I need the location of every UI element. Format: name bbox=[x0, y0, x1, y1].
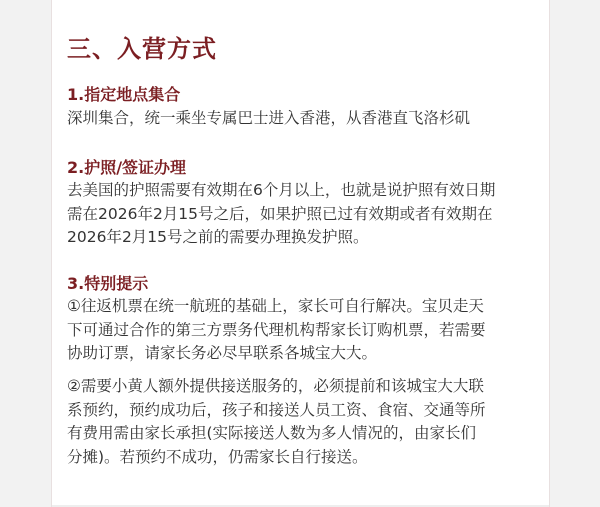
text-line: 有费用需由家长承担(实际接送人数为多人情况的，由家长们 bbox=[67, 424, 477, 442]
heading-assembly-point: 1.指定地点集合 bbox=[67, 85, 181, 104]
text-line: 去美国的护照需要有效期在6个月以上，也就是说护照有效日期 bbox=[67, 181, 496, 199]
text-line: 分摊)。若预约不成功，仍需家长自行接送。 bbox=[67, 447, 368, 466]
content-card bbox=[51, 0, 550, 507]
section-title: 三、入营方式 bbox=[67, 35, 217, 63]
text-line: 下可通过合作的第三方票务代理机构帮家长订购机票，若需要 bbox=[67, 320, 486, 339]
text-line: ②需要小黄人额外提供接送服务的，必须提前和该城宝大大联 bbox=[67, 377, 484, 395]
text-line: 需在2026年2月15号之后，如果护照已过有效期或者有效期在 bbox=[67, 204, 493, 223]
text-line: 2026年2月15号之前的需要办理换发护照。 bbox=[67, 228, 369, 246]
heading-special-notes: 3.特别提示 bbox=[67, 274, 149, 293]
heading-passport-visa: 2.护照/签证办理 bbox=[67, 158, 187, 177]
assembly-point-text bbox=[67, 107, 537, 131]
special-note-1 bbox=[67, 295, 537, 366]
text-line: 协助订票，请家长务必尽早联系各城宝大大。 bbox=[67, 344, 378, 362]
text-line: 系预约，预约成功后，孩子和接送人员工资、食宿、交通等所 bbox=[67, 400, 486, 419]
text-line: ①往返机票在统一航班的基础上，家长可自行解决。宝贝走天 bbox=[67, 297, 484, 315]
passport-visa-text bbox=[67, 179, 537, 250]
text-line: 深圳集合，统一乘坐专属巴士进入香港，从香港直飞洛杉矶 bbox=[67, 109, 471, 127]
special-note-2 bbox=[67, 375, 537, 469]
